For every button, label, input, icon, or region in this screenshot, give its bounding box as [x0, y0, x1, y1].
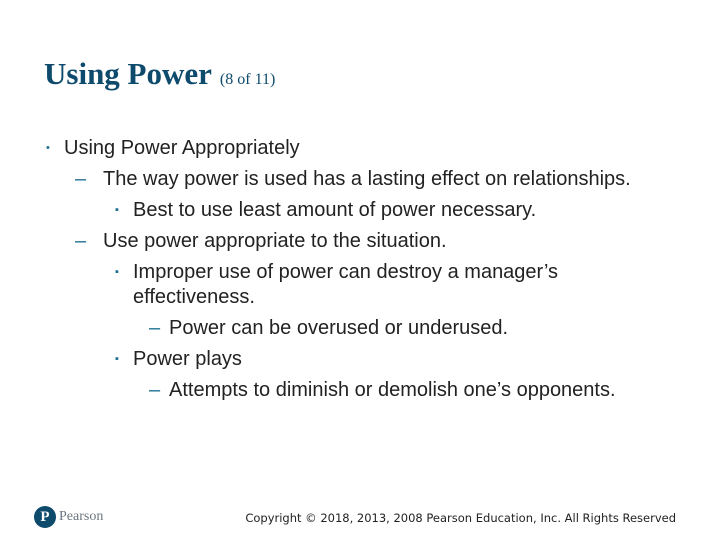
title-page-count: (8 of 11) — [219, 71, 276, 88]
square-marker: ▪ — [115, 204, 119, 216]
bullet-level3 — [0, 260, 720, 285]
square-marker: ▪ — [115, 353, 119, 365]
bullet-dot-marker: • — [46, 142, 50, 154]
title-main: Using Power — [44, 56, 212, 91]
pearson-wordmark: Pearson — [59, 509, 104, 524]
dash-marker: – — [149, 379, 161, 401]
bullet-text: Improper use of power can destroy a manager’s — [133, 261, 559, 283]
bullet-text: Attempts to diminish or demolish one’s opponents. — [169, 379, 616, 401]
pearson-logo — [34, 506, 103, 528]
dash-marker: – — [75, 168, 87, 190]
bullet-level3 — [0, 198, 720, 223]
bullet-text: The way power is used has a lasting effect on relationships. — [103, 168, 631, 190]
bullet-level4 — [0, 316, 720, 341]
slide-body — [0, 136, 720, 403]
bullet-level3-continuation — [0, 285, 720, 310]
bullet-text: Best to use least amount of power necessary. — [133, 199, 537, 221]
bullet-level1 — [0, 136, 720, 161]
bullet-text: Use power appropriate to the situation. — [103, 230, 447, 252]
bullet-text: Power plays — [133, 348, 242, 370]
slide-title — [44, 56, 275, 92]
bullet-level4 — [0, 378, 720, 403]
bullet-level3 — [0, 347, 720, 372]
pearson-p-icon: P — [34, 506, 56, 528]
bullet-text: Power can be overused or underused. — [169, 317, 509, 339]
bullet-text: Using Power Appropriately — [64, 137, 300, 159]
dash-marker: – — [149, 317, 161, 339]
bullet-text-continuation: effectiveness. — [133, 286, 255, 308]
bullet-level2 — [0, 229, 720, 254]
square-marker: ▪ — [115, 266, 119, 278]
dash-marker: – — [75, 230, 87, 252]
bullet-level2 — [0, 167, 720, 192]
copyright-notice: Copyright © 2018, 2013, 2008 Pearson Education, Inc. All Rights Reserved — [245, 511, 676, 525]
